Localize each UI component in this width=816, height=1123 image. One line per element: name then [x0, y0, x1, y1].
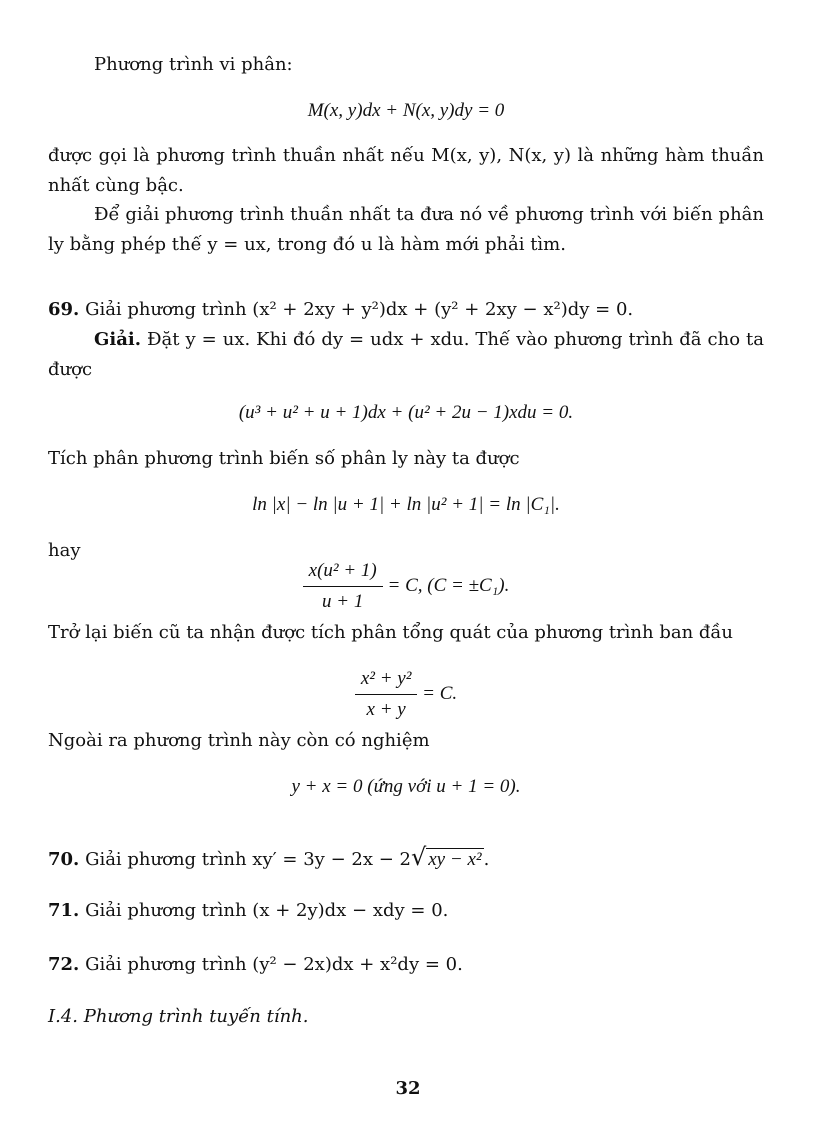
fraction — [303, 556, 383, 617]
word-hay: hay — [48, 540, 81, 561]
problem-number: 72. — [48, 954, 80, 975]
problem-69-solution — [48, 325, 764, 385]
equation-main: M(x, y)dx + N(x, y)dy = 0 — [307, 100, 505, 121]
denominator: x + y — [366, 699, 406, 720]
problem-69-line-2: Tích phân phương trình biến số phân ly này ta được — [48, 448, 520, 469]
problem-69-statement — [48, 295, 764, 325]
equation-rhs: = C, (C = ±C₁). — [387, 574, 510, 596]
intro-paragraph-2: được gọi là phương trình thuần nhất nếu M(x, y), N(x, y) là những hàm thuần nhất cùng bậc. — [48, 145, 764, 196]
equation-69-1: (u³ + u² + u + 1)dx + (u² + 2u − 1)xdu = 0. — [238, 402, 574, 423]
equation-69-3 — [48, 556, 764, 617]
problem-72 — [48, 950, 764, 980]
problem-number: 71. — [48, 900, 80, 921]
equation-69-5: y + x = 0 (ứng với u + 1 = 0). — [291, 776, 521, 797]
solution-text: Đặt y = ux. Khi đó dy = udx + xdu. Thế vào phương trình đã cho ta được — [48, 329, 764, 380]
problem-text: Giải phương trình xy′ = 3y − 2x − 2 — [85, 849, 411, 870]
problem-71 — [48, 896, 764, 926]
denominator: u + 1 — [322, 591, 364, 612]
equation-69-4 — [48, 664, 764, 725]
radical-sign: √ — [410, 843, 427, 871]
equation-rhs: = C. — [422, 682, 458, 704]
problem-69-line-4: Ngoài ra phương trình này còn có nghiệm — [48, 730, 430, 751]
numerator: x² + y² — [355, 664, 418, 695]
problem-70 — [48, 842, 764, 875]
problem-text: Giải phương trình (x² + 2xy + y²)dx + (y² + 2xy − x²)dy = 0. — [85, 299, 634, 320]
fraction — [355, 664, 418, 725]
problem-text: Giải phương trình (x + 2y)dx − xdy = 0. — [85, 900, 449, 921]
section-heading: I.4. Phương trình tuyến tính. — [48, 1006, 309, 1027]
page-number: 32 — [395, 1078, 421, 1099]
problem-number: 70. — [48, 849, 80, 870]
solution-label: Giải. — [94, 329, 141, 350]
problem-number: 69. — [48, 299, 80, 320]
intro-paragraph-3: Để giải phương trình thuần nhất ta đưa nó về phương trình với biến phân ly bằng phép thế y = ux, trong đó u là hàm mới phải tìm. — [48, 204, 764, 255]
problem-text-end: . — [483, 849, 490, 870]
numerator: x(u² + 1) — [303, 556, 383, 587]
equation-69-2: ln |x| − ln |u + 1| + ln |u² + 1| = ln |C₁|. — [252, 494, 560, 515]
problem-69-line-3: Trở lại biến cũ ta nhận được tích phân tổng quát của phương trình ban đầu — [48, 622, 734, 643]
problem-text: Giải phương trình (y² − 2x)dx + x²dy = 0. — [85, 954, 463, 975]
intro-label: Phương trình vi phân: — [94, 54, 293, 75]
radicand: xy − x² — [428, 849, 482, 870]
